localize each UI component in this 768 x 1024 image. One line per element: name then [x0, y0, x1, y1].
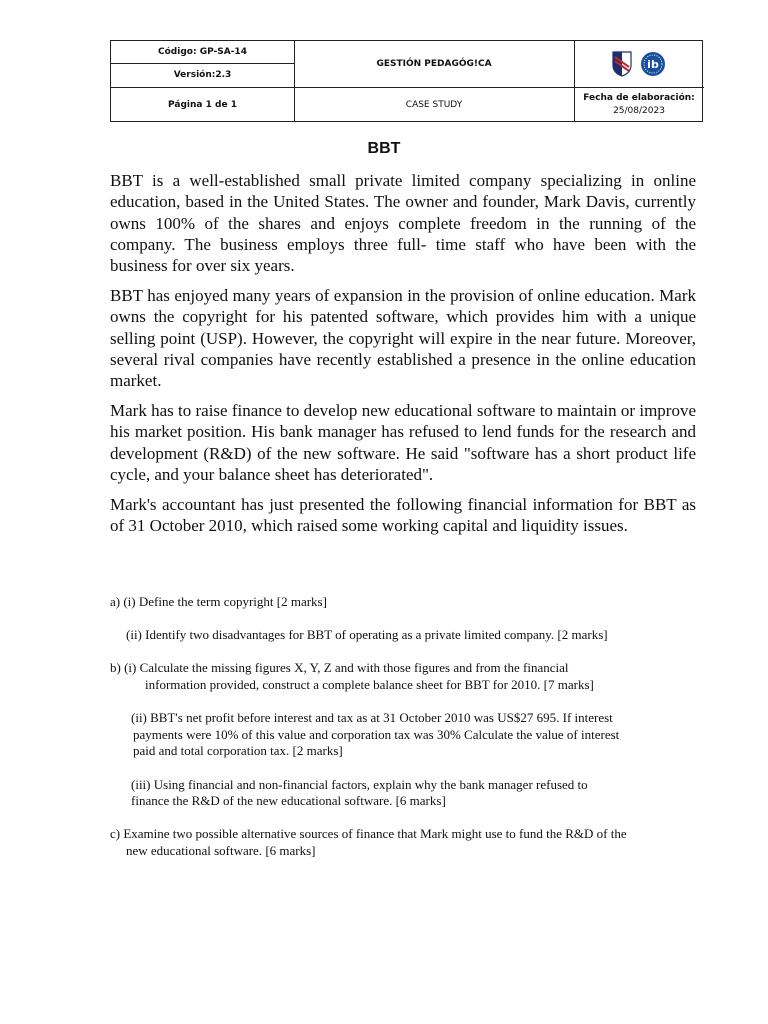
question-c-line1: c) Examine two possible alternative sources of finance that Mark might use to fund the R&D of the	[110, 826, 627, 841]
question-b-i-line1: b) (i) Calculate the missing figures X, Y, Z and with those figures and from the financial	[110, 660, 569, 675]
document-code: Código: GP-SA-14	[158, 47, 247, 57]
question-b-i-line2: information provided, construct a complete balance sheet for BBT for 2010. [7 marks]	[145, 677, 594, 692]
department-name: GESTIÓN PEDAGÓG!CA	[376, 59, 492, 69]
paragraph-4: Mark's accountant has just presented the following financial information for BBT as of 31 October 2010, which raised some working capital and liquidity issues.	[110, 495, 696, 536]
page-number: Página 1 de 1	[168, 100, 237, 110]
question-c-line2: new educational software. [6 marks]	[126, 843, 316, 858]
question-a-ii: (ii) Identify two disadvantages for BBT of operating as a private limited company. [2 marks]	[126, 627, 608, 642]
document-type: CASE STUDY	[405, 100, 463, 110]
paragraph-1: BBT is a well-established small private limited company specializing in online education, based in the United States. The owner and founder, Mark Davis, currently owns 100% of the shares and enjoys complete freedom in the running of the company. The business employs three full- time staff who have been with the business for over six years.	[110, 171, 696, 276]
paragraph-2: BBT has enjoyed many years of expansion in the provision of online education. Mark owns the copyright for his patented software, which provides him with a unique selling point (USP). However, the copyright will expire in the near future. Moreover, several rival companies have recently established a presence in the online education market.	[110, 286, 696, 391]
question-a-i: a) (i) Define the term copyright [2 marks]	[110, 594, 327, 609]
date-cell	[574, 87, 704, 123]
logos-cell	[574, 41, 704, 87]
question-b-iii-line2: finance the R&D of the new educational software. [6 marks]	[131, 793, 446, 808]
school-shield-logo	[612, 51, 632, 77]
case-study-title: BBT	[367, 140, 401, 157]
ib-logo-text: ib	[647, 58, 659, 71]
question-b-ii-line1: (ii) BBT's net profit before interest and tax as at 31 October 2010 was US$27 695. If interest	[131, 710, 613, 725]
paragraph-3: Mark has to raise finance to develop new educational software to maintain or improve his market position. His bank manager has refused to lend funds for the research and development (R&D) of the new software. He said "software has a short product life cycle, and your balance sheet has deteriorated".	[110, 401, 696, 484]
question-b-ii-line3: paid and total corporation tax. [2 marks]	[133, 743, 343, 758]
date-label: Fecha de elaboración:	[583, 93, 695, 103]
ib-logo	[640, 51, 666, 77]
document-version: Versión:2.3	[173, 70, 232, 80]
question-b-iii-line1: (iii) Using financial and non-financial factors, explain why the bank manager refused to	[131, 777, 588, 792]
question-b-ii-line2: payments were 10% of this value and corporation tax was 30% Calculate the value of interest	[133, 727, 620, 742]
document-header-table	[110, 40, 703, 122]
date-value: 25/08/2023	[613, 106, 665, 116]
